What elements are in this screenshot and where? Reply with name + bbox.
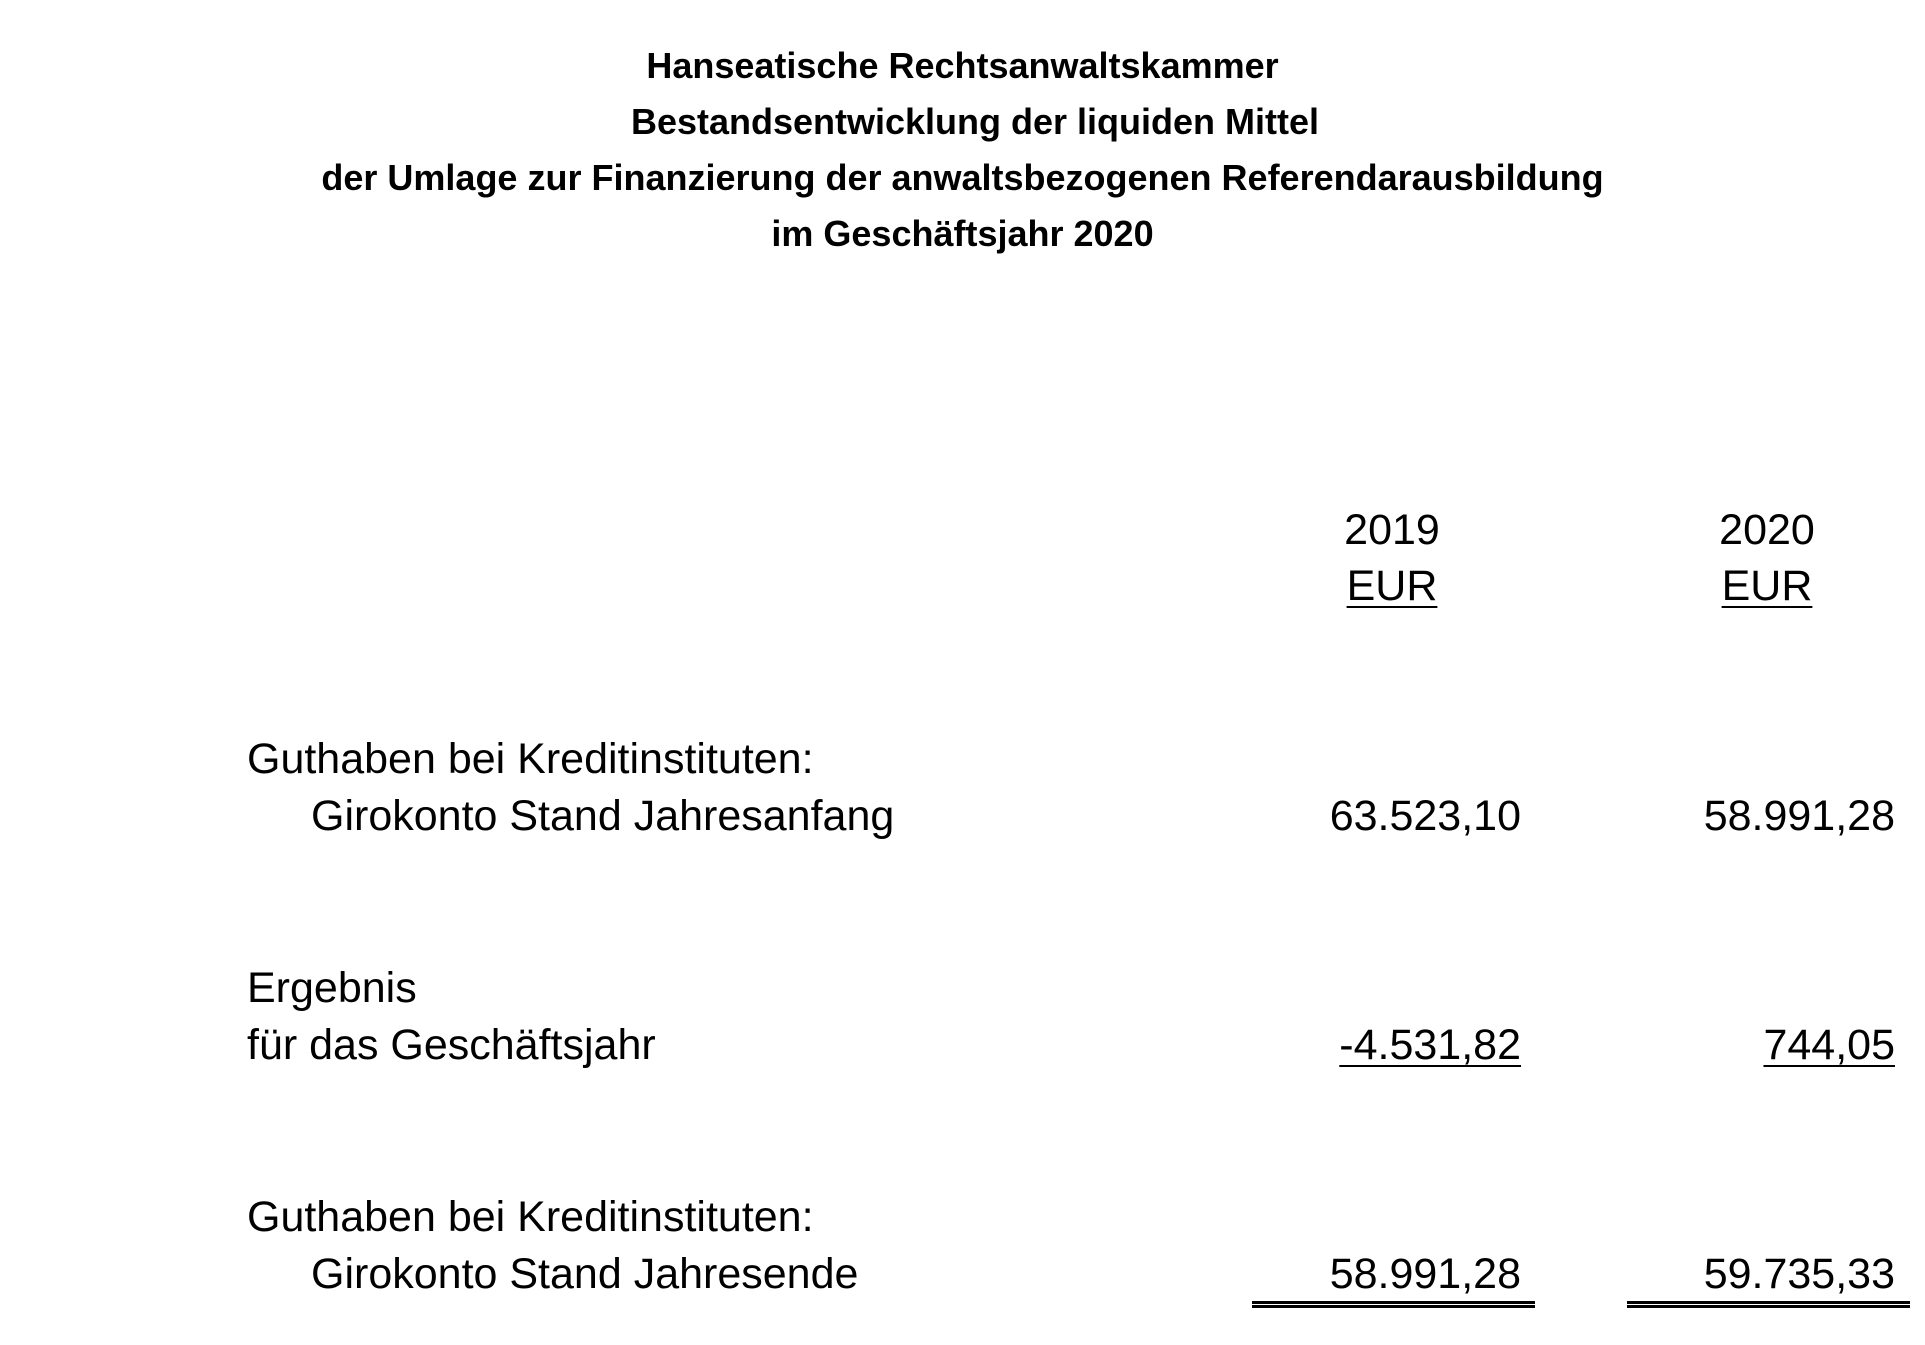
- opening-heading: Guthaben bei Kreditinstituten:: [247, 735, 814, 783]
- fiscal-year-title: im Geschäftsjahr 2020: [771, 213, 1154, 254]
- opening-value-2020: 58.991,28: [1703, 792, 1895, 840]
- result-value-2019: [1339, 1016, 1521, 1074]
- opening-value-2019: 63.523,10: [1329, 792, 1521, 840]
- column-year: 2019: [1344, 506, 1440, 554]
- closing-double-rule-2019: [1252, 1301, 1535, 1308]
- report-title: Bestandsentwicklung der liquiden Mittel: [630, 101, 1320, 142]
- report-subtitle: der Umlage zur Finanzierung der anwaltsbezogenen Referendarausbildung: [321, 157, 1604, 198]
- column-unit: EUR: [1721, 562, 1813, 610]
- column-unit: EUR: [1346, 562, 1438, 610]
- closing-label: Girokonto Stand Jahresende: [311, 1250, 859, 1298]
- closing-value-2019: 58.991,28: [1329, 1250, 1521, 1298]
- result-label: für das Geschäftsjahr: [247, 1021, 656, 1069]
- result-heading: Ergebnis: [247, 964, 417, 1012]
- closing-double-rule-2020: [1627, 1301, 1910, 1308]
- column-header-2020: [1637, 502, 1897, 614]
- column-header-2019: [1262, 502, 1522, 614]
- closing-value-2020: 59.735,33: [1703, 1250, 1895, 1298]
- document-header: [0, 38, 1925, 262]
- result-value-2019-text: -4.531,82: [1339, 1021, 1521, 1069]
- result-value-2020-text: 744,05: [1763, 1021, 1895, 1069]
- result-value-2020: [1763, 1016, 1895, 1074]
- opening-label: Girokonto Stand Jahresanfang: [311, 792, 895, 840]
- organization-title: Hanseatische Rechtsanwaltskammer: [646, 45, 1279, 86]
- closing-heading: Guthaben bei Kreditinstituten:: [247, 1193, 814, 1241]
- column-year: 2020: [1719, 506, 1815, 554]
